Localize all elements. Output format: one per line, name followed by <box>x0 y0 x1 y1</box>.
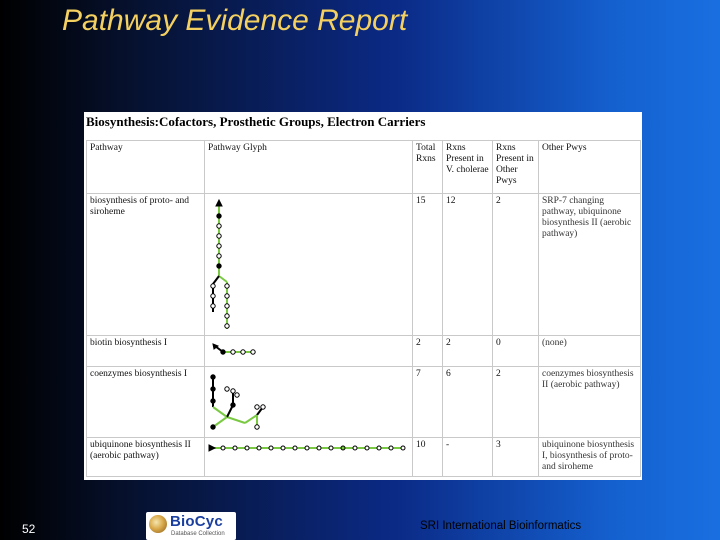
total-rxns: 2 <box>413 336 443 367</box>
pathway-glyph-diagram <box>205 438 413 476</box>
other-pwys-link[interactable]: ubiquinone biosynthesis I, biosynthesis of proto- and siroheme <box>539 438 641 477</box>
column-header: Rxns Present in V. cholerae <box>443 141 493 194</box>
rxns-present: - <box>443 438 493 477</box>
pathway-glyph-diagram <box>205 194 413 335</box>
rxns-present: 12 <box>443 194 493 336</box>
table-row <box>87 336 641 367</box>
page-number: 52 <box>22 522 36 536</box>
pathway-name-link[interactable]: coenzymes biosynthesis I <box>87 367 205 438</box>
pathway-glyph[interactable] <box>205 438 413 477</box>
column-header: Pathway Glyph <box>205 141 413 194</box>
logo-globe-icon <box>149 515 167 533</box>
pathway-glyph[interactable] <box>205 194 413 336</box>
pathway-name-link[interactable]: biosynthesis of proto- and siroheme <box>87 194 205 336</box>
rxns-other-pwys: 2 <box>493 367 539 438</box>
other-pwys-link[interactable]: coenzymes biosynthesis II (aerobic pathway) <box>539 367 641 438</box>
table-header-row <box>87 141 641 194</box>
total-rxns: 7 <box>413 367 443 438</box>
footer-credit: SRI International Bioinformatics <box>420 520 582 532</box>
evidence-table <box>86 140 641 477</box>
pathway-glyph[interactable] <box>205 367 413 438</box>
pathway-glyph-diagram <box>205 367 413 437</box>
rxns-present: 2 <box>443 336 493 367</box>
logo-name: BioCyc <box>170 513 223 530</box>
logo-tagline: Database Collection <box>171 531 225 537</box>
pathway-name-link[interactable]: biotin biosynthesis I <box>87 336 205 367</box>
column-header: Total Rxns <box>413 141 443 194</box>
pathway-glyph[interactable] <box>205 336 413 367</box>
other-pwys-link[interactable]: SRP-7 changing pathway, ubiquinone biosynthesis II (aerobic pathway) <box>539 194 641 336</box>
slide-title: Pathway Evidence Report <box>62 4 408 37</box>
total-rxns: 15 <box>413 194 443 336</box>
total-rxns: 10 <box>413 438 443 477</box>
biocyc-logo <box>146 512 236 540</box>
rxns-other-pwys: 2 <box>493 194 539 336</box>
table-row <box>87 438 641 477</box>
evidence-report-panel <box>84 112 642 480</box>
column-header: Other Pwys <box>539 141 641 194</box>
pathway-name-link[interactable]: ubiquinone biosynthesis II (aerobic pathway) <box>87 438 205 477</box>
other-pwys-link[interactable]: (none) <box>539 336 641 367</box>
report-heading: Biosynthesis:Cofactors, Prosthetic Groups, Electron Carriers <box>86 114 426 129</box>
column-header: Pathway <box>87 141 205 194</box>
rxns-other-pwys: 3 <box>493 438 539 477</box>
table-row <box>87 367 641 438</box>
column-header: Rxns Present in Other Pwys <box>493 141 539 194</box>
table-row <box>87 194 641 336</box>
pathway-glyph-diagram <box>205 336 413 366</box>
rxns-present: 6 <box>443 367 493 438</box>
rxns-other-pwys: 0 <box>493 336 539 367</box>
